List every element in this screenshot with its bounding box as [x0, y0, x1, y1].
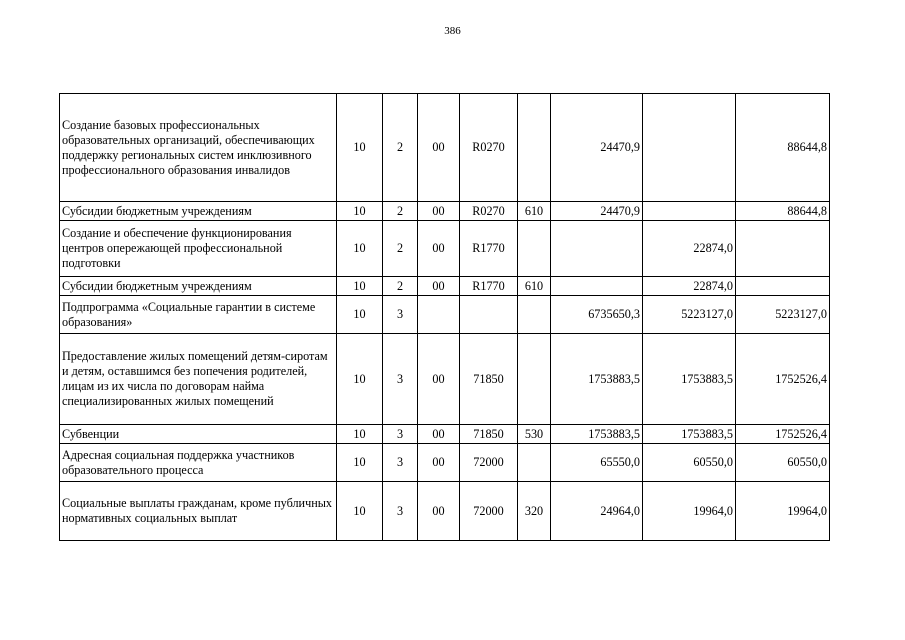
row-value-3: 60550,0: [736, 444, 830, 482]
row-name: Подпрограмма «Социальные гарантии в системе образования»: [60, 296, 337, 334]
row-expense-type: [518, 94, 551, 202]
row-value-1: 1753883,5: [551, 425, 643, 444]
row-expense-type: 530: [518, 425, 551, 444]
row-value-1: 1753883,5: [551, 334, 643, 425]
row-target-code: R1770: [460, 277, 518, 296]
row-target-code: R0270: [460, 202, 518, 221]
row-target-code: 72000: [460, 482, 518, 541]
row-section: 10: [337, 94, 383, 202]
table-row: [60, 425, 830, 444]
row-expense-type: [518, 444, 551, 482]
row-section: 10: [337, 221, 383, 277]
row-name: Адресная социальная поддержка участников образовательного процесса: [60, 444, 337, 482]
row-value-3: 1752526,4: [736, 334, 830, 425]
row-section: 10: [337, 202, 383, 221]
row-name: Социальные выплаты гражданам, кроме публичных нормативных социальных выплат: [60, 482, 337, 541]
row-value-2: [643, 94, 736, 202]
row-value-3: 19964,0: [736, 482, 830, 541]
row-subprogram: 00: [418, 482, 460, 541]
row-name: Предоставление жилых помещений детям-сиротам и детям, оставшимся без попечения родителей, лицам из их числа по договорам найма специализированных жилых помещений: [60, 334, 337, 425]
row-value-1: [551, 277, 643, 296]
row-value-2: 60550,0: [643, 444, 736, 482]
page-number: 386: [444, 25, 461, 37]
row-subsection: 2: [383, 202, 418, 221]
row-value-2: 1753883,5: [643, 425, 736, 444]
row-value-1: [551, 221, 643, 277]
row-value-2: [643, 202, 736, 221]
row-subprogram: 00: [418, 221, 460, 277]
table-row: [60, 277, 830, 296]
row-value-1: 65550,0: [551, 444, 643, 482]
row-subsection: 2: [383, 94, 418, 202]
row-expense-type: [518, 334, 551, 425]
row-expense-type: 610: [518, 202, 551, 221]
budget-table: [59, 93, 830, 541]
row-section: 10: [337, 482, 383, 541]
row-value-2: 1753883,5: [643, 334, 736, 425]
row-target-code: R1770: [460, 221, 518, 277]
row-subsection: 3: [383, 425, 418, 444]
row-target-code: 71850: [460, 425, 518, 444]
table-row: [60, 334, 830, 425]
row-subsection: 3: [383, 334, 418, 425]
row-name: Субвенции: [60, 425, 337, 444]
row-section: 10: [337, 277, 383, 296]
row-target-code: R0270: [460, 94, 518, 202]
table-row: [60, 202, 830, 221]
table-row: [60, 444, 830, 482]
row-expense-type: [518, 221, 551, 277]
table-row: [60, 221, 830, 277]
table-row: [60, 296, 830, 334]
row-subsection: 3: [383, 482, 418, 541]
row-subprogram: 00: [418, 425, 460, 444]
row-value-3: 88644,8: [736, 94, 830, 202]
row-subsection: 2: [383, 221, 418, 277]
table-row: [60, 482, 830, 541]
row-target-code: 72000: [460, 444, 518, 482]
row-value-1: 24964,0: [551, 482, 643, 541]
row-section: 10: [337, 334, 383, 425]
row-target-code: [460, 296, 518, 334]
row-subprogram: [418, 296, 460, 334]
row-section: 10: [337, 296, 383, 334]
row-value-1: 24470,9: [551, 202, 643, 221]
row-value-2: 22874,0: [643, 277, 736, 296]
row-subprogram: 00: [418, 277, 460, 296]
table-row: [60, 94, 830, 202]
row-value-3: [736, 221, 830, 277]
row-value-2: 22874,0: [643, 221, 736, 277]
row-value-3: [736, 277, 830, 296]
row-value-3: 1752526,4: [736, 425, 830, 444]
row-value-1: 6735650,3: [551, 296, 643, 334]
row-value-2: 19964,0: [643, 482, 736, 541]
row-name: Субсидии бюджетным учреждениям: [60, 202, 337, 221]
row-value-3: 88644,8: [736, 202, 830, 221]
row-name: Создание и обеспечение функционирования центров опережающей профессиональной подготовки: [60, 221, 337, 277]
row-value-1: 24470,9: [551, 94, 643, 202]
row-target-code: 71850: [460, 334, 518, 425]
row-subprogram: 00: [418, 94, 460, 202]
row-subprogram: 00: [418, 444, 460, 482]
row-subprogram: 00: [418, 202, 460, 221]
row-subsection: 3: [383, 444, 418, 482]
row-section: 10: [337, 444, 383, 482]
row-value-2: 5223127,0: [643, 296, 736, 334]
row-value-3: 5223127,0: [736, 296, 830, 334]
row-subsection: 2: [383, 277, 418, 296]
row-expense-type: 610: [518, 277, 551, 296]
row-name: Создание базовых профессиональных образовательных организаций, обеспечивающих поддержку региональных систем инклюзивного профессионального образования инвалидов: [60, 94, 337, 202]
row-subsection: 3: [383, 296, 418, 334]
row-expense-type: [518, 296, 551, 334]
row-subprogram: 00: [418, 334, 460, 425]
row-section: 10: [337, 425, 383, 444]
row-expense-type: 320: [518, 482, 551, 541]
row-name: Субсидии бюджетным учреждениям: [60, 277, 337, 296]
